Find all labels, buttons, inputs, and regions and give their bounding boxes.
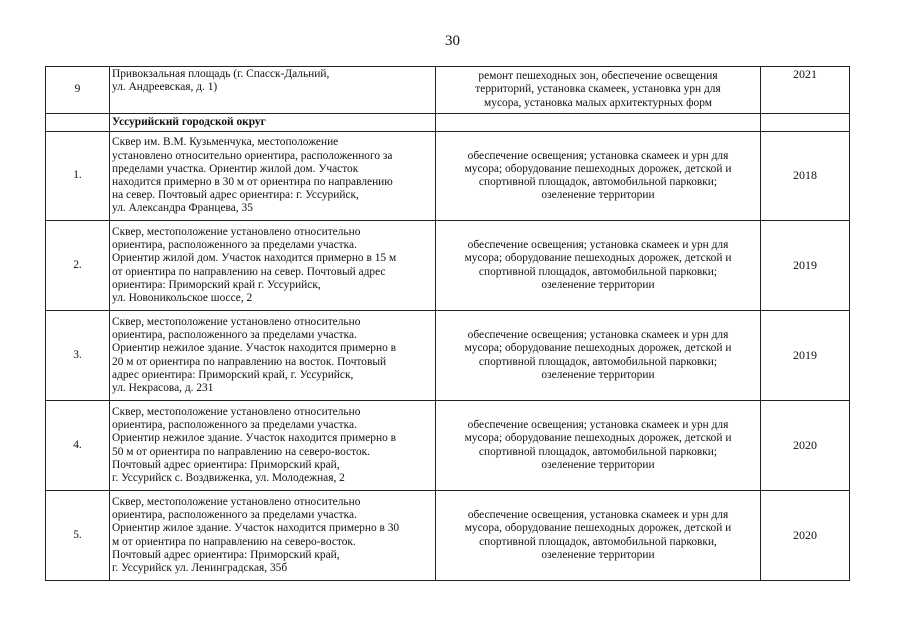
description-line: ориентира, расположенного за пределами участка. xyxy=(112,509,357,522)
works-line: мусора; оборудование пешеходных дорожек, детской и xyxy=(464,342,732,355)
description-line: г. Уссурийск ул. Ленинградская, 35б xyxy=(112,561,288,574)
row-number: 1. xyxy=(46,132,110,221)
description-line: находится примерно в 30 м от ориентира по направлению xyxy=(112,176,393,188)
section-empty-cell xyxy=(46,114,110,132)
row-number: 2. xyxy=(46,221,110,311)
description-line: Ориентир нежилое здание. Участок находится примерно в xyxy=(112,432,397,445)
object-description xyxy=(110,401,436,491)
works-line: озеленение территории xyxy=(541,548,655,561)
works-description xyxy=(436,67,761,114)
works-line: обеспечение освещения; установка скамеек и урн для xyxy=(467,239,729,252)
row-number: 3. xyxy=(46,311,110,401)
works-description xyxy=(436,221,761,311)
description-line: Сквер, местоположение установлено относительно xyxy=(112,495,361,508)
works-description xyxy=(436,311,761,401)
year-value: 2019 xyxy=(793,347,817,362)
works-line: спортивной площадок, автомобильной парковки; xyxy=(478,445,718,458)
works-description xyxy=(436,401,761,491)
description-line: ориентира, расположенного за пределами участка. xyxy=(112,239,357,252)
works-line: озеленение территории xyxy=(541,278,655,291)
description-line: Почтовый адрес ориентира: Приморский край, xyxy=(112,548,340,561)
table-row xyxy=(46,132,850,221)
object-description xyxy=(110,67,436,114)
object-description xyxy=(110,491,436,581)
works-description xyxy=(436,491,761,581)
description-line: 20 м от ориентира по направлению на восток. Почтовый xyxy=(112,355,387,368)
description-line: ориентира, расположенного за пределами участка. xyxy=(112,419,357,432)
works-line: мусора, оборудование пешеходных дорожек, детской и xyxy=(464,522,732,535)
description-line: Сквер, местоположение установлено относительно xyxy=(112,405,361,418)
works-line: спортивной площадок, автомобильной парковки; xyxy=(478,176,718,188)
works-line: мусора; оборудование пешеходных дорожек, детской и xyxy=(464,252,732,265)
works-line: мусора; оборудование пешеходных дорожек, детской и xyxy=(464,432,732,445)
description-line: Ориентир нежилое здание. Участок находится примерно в xyxy=(112,342,397,355)
description-line: ул. Новоникольское шоссе, 2 xyxy=(112,291,253,304)
description-line: Привокзальная площадь (г. Спасск-Дальний, xyxy=(112,68,330,80)
works-line: озеленение территории xyxy=(541,458,655,471)
table-row xyxy=(46,221,850,311)
section-empty-cell xyxy=(761,114,850,132)
section-row xyxy=(46,114,850,132)
description-line: установлено относительно ориентира, расположенного за xyxy=(112,149,393,162)
year-cell xyxy=(761,132,850,221)
description-line: Ориентир жилое здание. Участок находится примерно в 30 xyxy=(112,522,400,535)
works-line: мусора; оборудование пешеходных дорожек, детской и xyxy=(464,162,732,175)
works-line: спортивной площадок, автомобильной парковки, xyxy=(479,535,717,548)
description-line: м от ориентира по направлению на северо-восток. xyxy=(112,535,356,548)
works-line: мусора, установка малых архитектурных форм xyxy=(484,96,712,109)
works-line: спортивной площадок, автомобильной парковки; xyxy=(478,355,718,368)
year-cell xyxy=(761,67,850,114)
description-line: на север. Почтовый адрес ориентира: г. Уссурийск, xyxy=(112,189,359,202)
description-line: Ориентир жилой дом. Участок находится примерно в 15 м xyxy=(112,252,397,265)
works-line: озеленение территории xyxy=(541,368,655,381)
description-line: ул. Некрасова, д. 231 xyxy=(112,381,214,394)
year-value: 2020 xyxy=(793,527,817,542)
section-empty-cell xyxy=(436,114,761,132)
year-value: 2018 xyxy=(793,168,817,183)
objects-table xyxy=(45,66,850,581)
description-line: ул. Александра Францева, 35 xyxy=(112,202,253,215)
year-cell xyxy=(761,221,850,311)
description-line: ориентира: Приморский край г. Уссурийск, xyxy=(112,278,321,291)
description-line: от ориентира по направлению на север. Почтовый адрес xyxy=(112,265,386,278)
table-row xyxy=(46,311,850,401)
object-description xyxy=(110,221,436,311)
description-line: пределами участка. Ориентир жилой дом. Участок xyxy=(112,162,359,175)
description-line: ул. Андреевская, д. 1) xyxy=(112,81,218,94)
year-value: 2020 xyxy=(793,437,817,452)
row-number: 5. xyxy=(46,491,110,581)
table-row xyxy=(46,491,850,581)
year-cell xyxy=(761,311,850,401)
works-line: ремонт пешеходных зон, обеспечение освещения xyxy=(478,70,718,83)
row-number: 9 xyxy=(46,67,110,114)
description-line: ориентира, расположенного за пределами участка. xyxy=(112,329,357,342)
description-line: Сквер, местоположение установлено относительно xyxy=(112,315,361,328)
row-number: 4. xyxy=(46,401,110,491)
works-line: обеспечение освещения; установка скамеек и урн для xyxy=(467,149,729,162)
year-cell xyxy=(761,491,850,581)
description-line: Почтовый адрес ориентира: Приморский край, xyxy=(112,458,340,471)
table-body xyxy=(46,67,850,581)
description-line: адрес ориентира: Приморский край, г. Уссурийск, xyxy=(112,368,354,381)
section-title: Уссурийский городской округ xyxy=(110,114,436,132)
table-row xyxy=(46,67,850,114)
description-line: г. Уссурийск с. Воздвиженка, ул. Молодежная, 2 xyxy=(112,471,345,484)
description-line: Сквер им. В.М. Кузьменчука, местоположение xyxy=(112,136,339,149)
works-line: обеспечение освещения; установка скамеек и урн для xyxy=(467,419,729,432)
table-row xyxy=(46,401,850,491)
description-line: Сквер, местоположение установлено относительно xyxy=(112,225,361,238)
works-line: спортивной площадок, автомобильной парковки; xyxy=(478,265,718,278)
year-value: 2021 xyxy=(793,67,817,81)
works-line: озеленение территории xyxy=(541,189,655,202)
works-line: обеспечение освещения; установка скамеек и урн для xyxy=(467,329,729,342)
page-number: 30 xyxy=(445,33,460,49)
works-line: территорий, установка скамеек, установка урн для xyxy=(475,83,721,96)
object-description xyxy=(110,132,436,221)
object-description xyxy=(110,311,436,401)
year-value: 2019 xyxy=(793,257,817,272)
description-line: 50 м от ориентира по направлению на северо-восток. xyxy=(112,445,371,458)
works-description xyxy=(436,132,761,221)
works-line: обеспечение освещения, установка скамеек и урн для xyxy=(467,509,729,522)
year-cell xyxy=(761,401,850,491)
